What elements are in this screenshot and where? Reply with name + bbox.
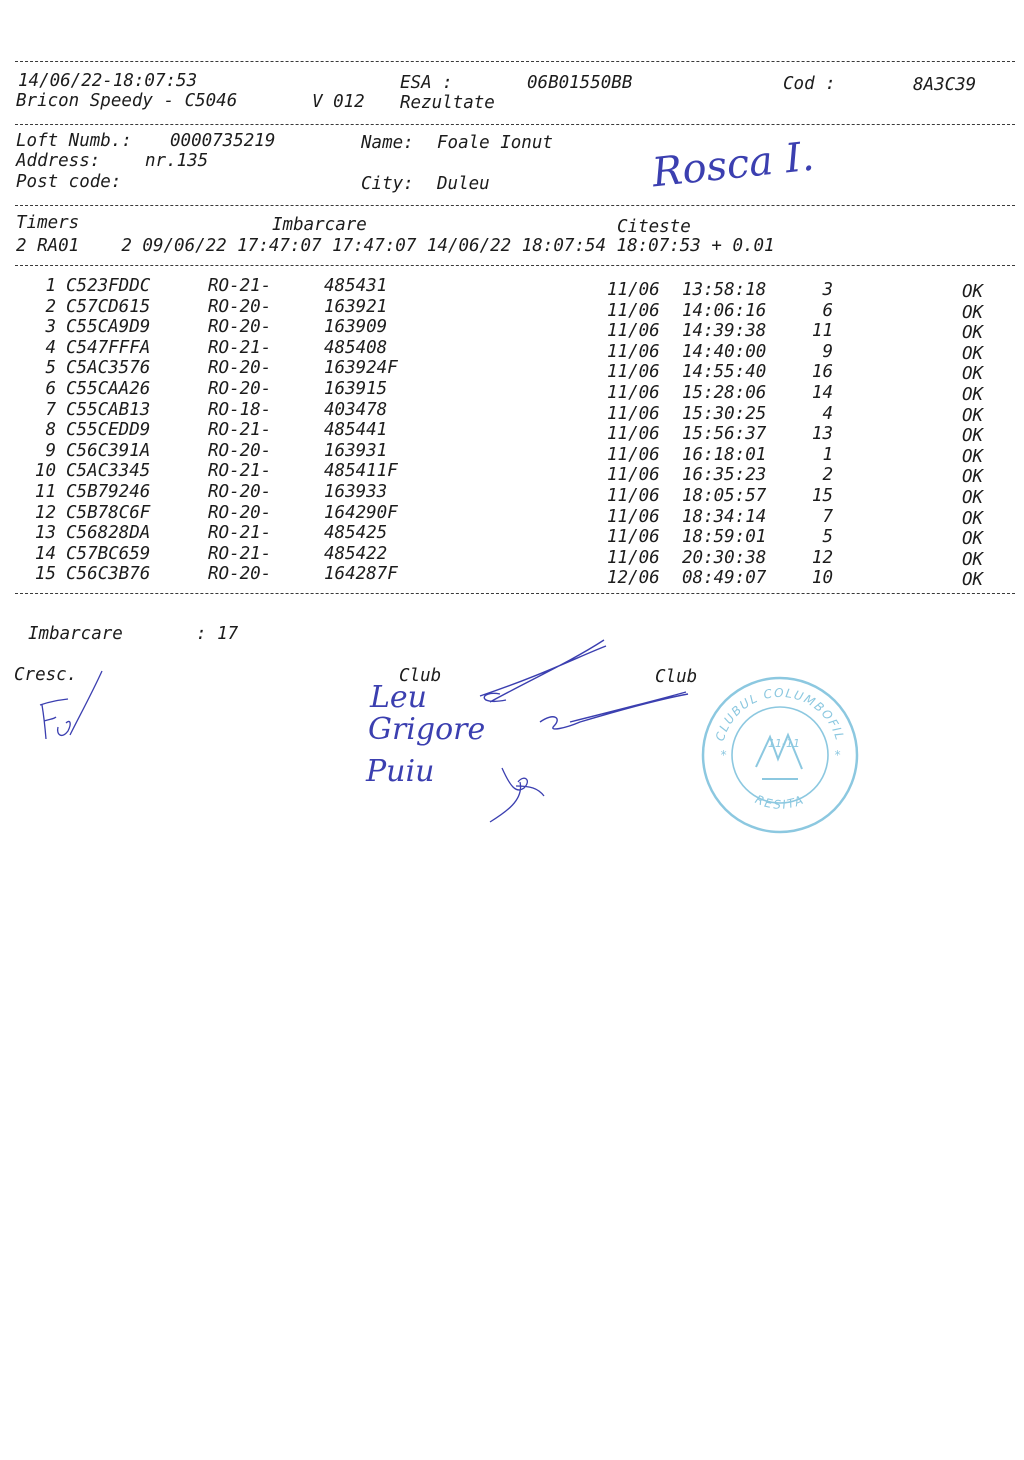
- address-value: nr.135: [145, 151, 209, 171]
- cell-chip: C56C3B76: [66, 564, 151, 585]
- cell-time: 18:34:14: [682, 506, 767, 527]
- cell-date: 11/06: [607, 300, 660, 321]
- loft-label: Loft Numb.:: [16, 131, 132, 151]
- cell-ring: 403478: [324, 399, 388, 420]
- cell-ring: 163915: [324, 379, 388, 399]
- cresc-label: Cresc.: [14, 665, 78, 685]
- fancier-name: Foale Ionut: [437, 133, 553, 153]
- cell-chip: C55CAA26: [66, 379, 151, 399]
- cod-value: 8A3C39: [913, 75, 977, 95]
- cell-rank: 14: [811, 383, 833, 403]
- status-ok: OK: [962, 446, 984, 467]
- status-ok: OK: [962, 282, 984, 302]
- name-label: Name:: [361, 133, 414, 153]
- cell-chip: C56828DA: [66, 523, 151, 544]
- cell-date: 11/06: [607, 362, 660, 383]
- cell-rank: 6: [822, 300, 833, 321]
- cell-prefix: RO-20-: [208, 502, 272, 523]
- cell-prefix: RO-20-: [208, 379, 272, 399]
- cell-no: 3: [45, 317, 56, 338]
- cell-ring: 163909: [324, 317, 388, 338]
- stamp-center-text: 11-11: [768, 737, 800, 750]
- loft-number: 0000735219: [170, 131, 276, 151]
- status-ok: OK: [962, 385, 984, 405]
- cell-prefix: RO-21-: [208, 337, 272, 358]
- imbarcare-total-label: Imbarcare: [28, 624, 123, 644]
- cell-no: 5: [45, 358, 56, 379]
- cell-ring: 163924F: [324, 358, 398, 379]
- cell-date: 12/06: [607, 568, 660, 589]
- club-label-1: Club: [399, 666, 442, 686]
- cell-prefix: RO-21-: [208, 276, 272, 296]
- status-ok: OK: [962, 570, 984, 591]
- stamp-bottom-text: RESITA: [753, 792, 807, 812]
- city-value: Duleu: [437, 174, 490, 194]
- imbarcare-heading: Imbarcare: [272, 215, 367, 235]
- timers-title: Timers: [16, 213, 80, 233]
- status-ok: OK: [962, 488, 984, 508]
- separator-fancier: [15, 205, 1015, 206]
- cell-rank: 4: [822, 403, 833, 424]
- esa-label: ESA :: [400, 73, 453, 93]
- cell-date: 11/06: [607, 547, 660, 568]
- cell-prefix: RO-21-: [208, 461, 272, 482]
- cell-chip: C523FDDC: [66, 276, 151, 296]
- cell-chip: C57CD615: [66, 296, 151, 317]
- cell-rank: 9: [822, 341, 833, 362]
- cell-ring: 485408: [324, 337, 388, 358]
- stamp-top-text: CLUBUL COLUMBOFIL: [712, 685, 848, 743]
- cell-prefix: RO-20-: [208, 482, 272, 502]
- status-ok: OK: [962, 343, 984, 364]
- cell-prefix: RO-21-: [208, 543, 272, 564]
- handwritten-note: Rosca I.: [650, 133, 817, 197]
- cell-time: 13:58:18: [682, 280, 767, 300]
- cell-time: 16:18:01: [682, 444, 767, 465]
- cell-ring: 485431: [324, 276, 388, 296]
- breeder-signature: [30, 665, 110, 745]
- status-ok: OK: [962, 364, 984, 385]
- cell-date: 11/06: [607, 321, 660, 342]
- cell-no: 6: [45, 379, 56, 399]
- cell-no: 12: [34, 502, 56, 523]
- cell-no: 14: [34, 543, 56, 564]
- cell-rank: 1: [822, 444, 833, 465]
- cell-date: 11/06: [607, 506, 660, 527]
- status-ok: OK: [962, 405, 984, 426]
- separator-timers: [15, 265, 1015, 266]
- club-label-2: Club: [655, 667, 698, 687]
- cell-time: 15:30:25: [682, 403, 767, 424]
- cell-time: 18:59:01: [682, 527, 767, 548]
- status-ok: OK: [962, 426, 984, 447]
- cell-rank: 5: [822, 527, 833, 548]
- cell-prefix: RO-20-: [208, 440, 272, 461]
- cell-no: 8: [45, 420, 56, 441]
- cell-chip: C5AC3576: [66, 358, 151, 379]
- cell-rank: 3: [822, 280, 833, 300]
- cell-rank: 15: [811, 486, 833, 506]
- cell-no: 13: [34, 523, 56, 544]
- cell-rank: 11: [811, 321, 833, 342]
- cell-date: 11/06: [607, 424, 660, 445]
- club-signature: [420, 636, 700, 826]
- cell-chip: C5B79246: [66, 482, 151, 502]
- cell-ring: 485411F: [324, 461, 398, 482]
- cell-prefix: RO-21-: [208, 523, 272, 544]
- device-version: V 012: [312, 92, 365, 112]
- cell-chip: C56C391A: [66, 440, 151, 461]
- cell-ring: 163933: [324, 482, 388, 502]
- report-type: Rezultate: [400, 93, 495, 113]
- separator-header: [15, 124, 1015, 125]
- citeste-heading: Citeste: [617, 217, 691, 237]
- cell-time: 20:30:38: [682, 547, 767, 568]
- city-label: City:: [361, 174, 414, 194]
- cell-date: 11/06: [607, 486, 660, 506]
- cell-prefix: RO-20-: [208, 358, 272, 379]
- address-label: Address:: [16, 151, 101, 171]
- timer-line: 2 RA01 2 09/06/22 17:47:07 17:47:07 14/06/22 18:07:54 18:07:53 + 0.01: [16, 236, 775, 256]
- cell-chip: C5AC3345: [66, 461, 151, 482]
- report-datetime: 14/06/22-18:07:53: [18, 71, 198, 91]
- cell-time: 14:40:00: [682, 341, 767, 362]
- club-signature-name-2: Grigore: [368, 712, 486, 747]
- cell-time: 16:35:23: [682, 465, 767, 486]
- cell-no: 9: [45, 440, 56, 461]
- post-code-label: Post code:: [16, 172, 122, 192]
- cell-time: 08:49:07: [682, 568, 767, 589]
- cell-rank: 2: [822, 465, 833, 486]
- cell-ring: 163931: [324, 440, 388, 461]
- separator-top: [15, 61, 1015, 62]
- club-signature-name-3: Puiu: [366, 754, 435, 789]
- cell-date: 11/06: [607, 403, 660, 424]
- device-name: Bricon Speedy - C5046: [16, 91, 238, 111]
- cell-chip: C55CEDD9: [66, 420, 151, 441]
- cell-ring: 164287F: [324, 564, 398, 585]
- cell-ring: 164290F: [324, 502, 398, 523]
- status-ok: OK: [962, 529, 984, 550]
- club-stamp: [700, 675, 860, 835]
- status-ok: OK: [962, 508, 984, 529]
- cell-date: 11/06: [607, 280, 660, 300]
- cell-prefix: RO-20-: [208, 317, 272, 338]
- status-ok: OK: [962, 467, 984, 488]
- cell-no: 11: [34, 482, 56, 502]
- status-ok: OK: [962, 549, 984, 570]
- cell-date: 11/06: [607, 444, 660, 465]
- cod-label: Cod :: [783, 74, 836, 94]
- svg-text:RESITA: [753, 792, 807, 812]
- cell-no: 10: [34, 461, 56, 482]
- cell-prefix: RO-18-: [208, 399, 272, 420]
- cell-no: 2: [45, 296, 56, 317]
- status-ok: OK: [962, 323, 984, 344]
- cell-time: 14:55:40: [682, 362, 767, 383]
- cell-prefix: RO-20-: [208, 564, 272, 585]
- club-signature-name-1: Leu: [370, 680, 427, 715]
- imbarcare-total-value: : 17: [196, 624, 239, 644]
- cell-no: 1: [45, 276, 56, 296]
- separator-results: [15, 593, 1015, 594]
- cell-rank: 10: [811, 568, 833, 589]
- cell-ring: 163921: [324, 296, 388, 317]
- cell-ring: 485441: [324, 420, 388, 441]
- cell-no: 15: [34, 564, 56, 585]
- cell-time: 14:39:38: [682, 321, 767, 342]
- svg-text:*: *: [834, 748, 842, 762]
- cell-rank: 16: [811, 362, 833, 383]
- cell-chip: C55CA9D9: [66, 317, 151, 338]
- cell-chip: C55CAB13: [66, 399, 151, 420]
- status-ok: OK: [962, 302, 984, 323]
- cell-no: 7: [45, 399, 56, 420]
- cell-prefix: RO-20-: [208, 296, 272, 317]
- cell-date: 11/06: [607, 465, 660, 486]
- cell-time: 18:05:57: [682, 486, 767, 506]
- cell-date: 11/06: [607, 527, 660, 548]
- svg-text:*: *: [720, 748, 728, 762]
- cell-time: 14:06:16: [682, 300, 767, 321]
- cell-time: 15:28:06: [682, 383, 767, 403]
- cell-prefix: RO-21-: [208, 420, 272, 441]
- cell-no: 4: [45, 337, 56, 358]
- cell-rank: 7: [822, 506, 833, 527]
- cell-rank: 13: [811, 424, 833, 445]
- cell-ring: 485422: [324, 543, 388, 564]
- esa-value: 06B01550BB: [527, 73, 633, 93]
- cell-ring: 485425: [324, 523, 388, 544]
- cell-chip: C547FFFA: [66, 337, 151, 358]
- cell-time: 15:56:37: [682, 424, 767, 445]
- cell-rank: 12: [811, 547, 833, 568]
- cell-chip: C57BC659: [66, 543, 151, 564]
- cell-chip: C5B78C6F: [66, 502, 151, 523]
- cell-date: 11/06: [607, 383, 660, 403]
- cell-date: 11/06: [607, 341, 660, 362]
